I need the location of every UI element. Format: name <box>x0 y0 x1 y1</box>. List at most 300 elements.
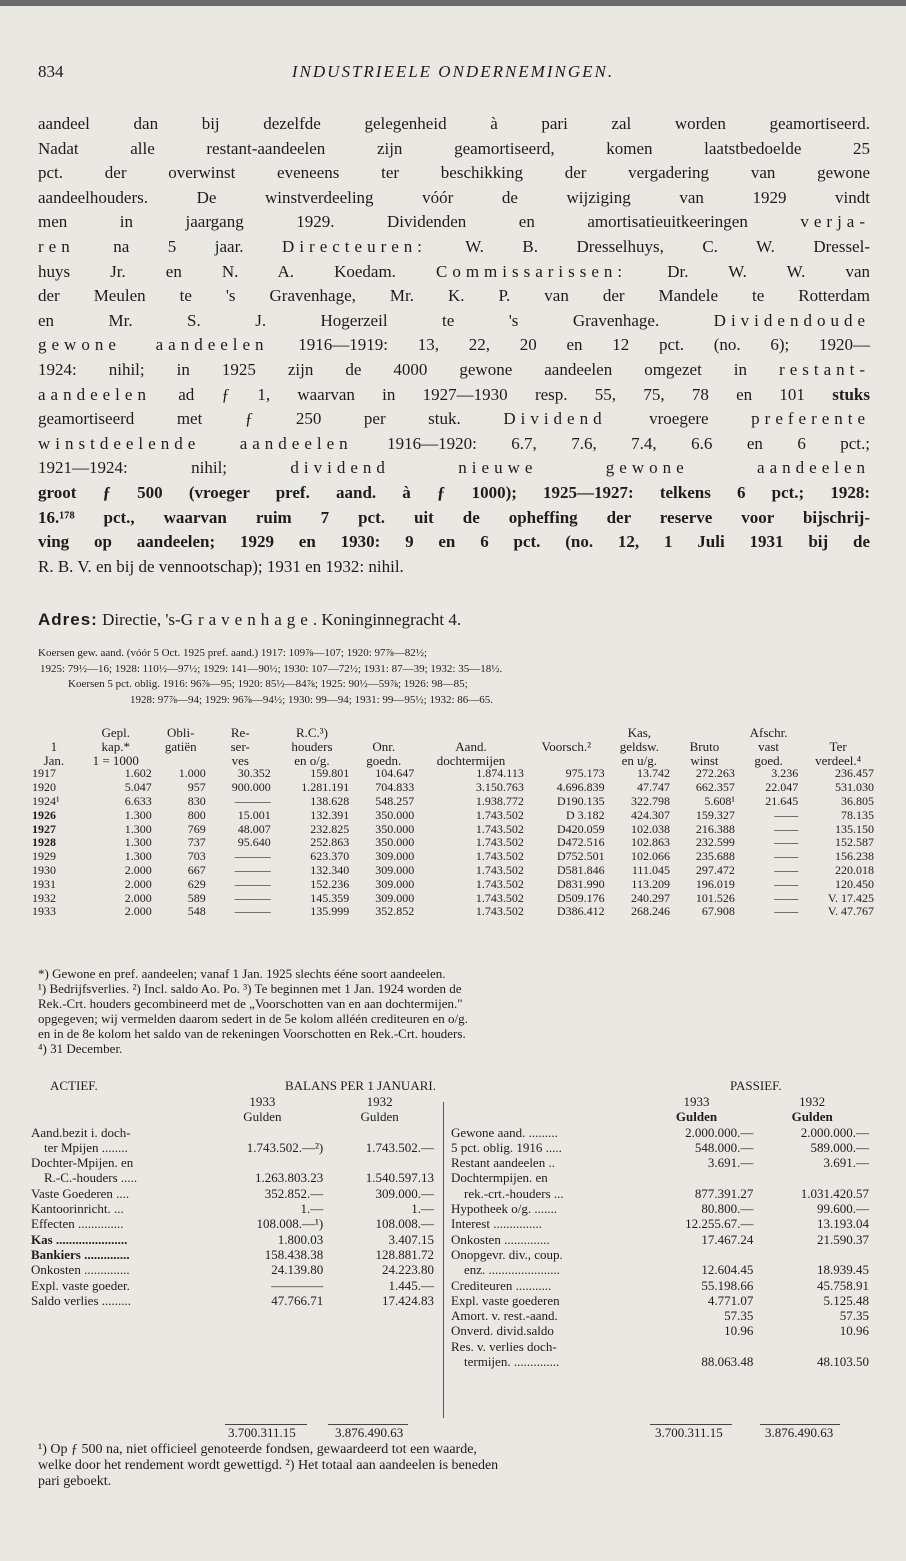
table-cell: 102.863 <box>630 835 670 850</box>
row-year: 1933 <box>32 904 56 919</box>
table-header-cell: Jan. <box>43 752 65 768</box>
balance-item-label: Dochter-Mpijen. en <box>31 1155 134 1171</box>
table-cell: 662.357 <box>695 780 735 795</box>
table-header-cell <box>154 754 208 768</box>
table-row <box>30 809 876 823</box>
balance-amount: 45.758.91 <box>817 1277 869 1293</box>
balance-row <box>450 1186 870 1201</box>
text-span: 16.¹⁷⁸ pct., waarvan ruim 7 pct. uit de opheffing der reserve voor bijschrij- <box>38 507 870 527</box>
table-row <box>30 878 876 892</box>
unit-label: Gulden <box>360 1109 399 1125</box>
page-edge <box>0 0 906 6</box>
row-year: 1932 <box>32 890 56 905</box>
table-header-cell: 1 <box>50 738 58 754</box>
text-span: 1916—1920: 6.7, 7.6, 7.4, 6.6 en 6 pct.; <box>387 433 871 453</box>
table-cell: D581.846 <box>557 862 605 877</box>
table-cell: 104.647 <box>375 766 415 781</box>
assets-label: ACTIEF. <box>50 1078 98 1093</box>
balance-item-label: Hypotheek o/g. ....... <box>451 1201 558 1217</box>
table-cell: 13.742 <box>636 766 670 781</box>
text-span: stuks <box>832 384 871 404</box>
table-header-cell: 1 = 1000 <box>92 752 139 768</box>
running-title: INDUSTRIEELE ONDERNEMINGEN. <box>291 62 615 81</box>
table-header-cell <box>30 726 78 740</box>
table-cell: ——— <box>234 849 271 864</box>
row-year: 1930 <box>32 862 56 877</box>
balance-row <box>30 1186 435 1201</box>
table-header-cell: Afschr. <box>749 725 788 740</box>
balance-amount: 1.031.420.57 <box>800 1185 869 1201</box>
balance-row <box>450 1354 870 1369</box>
text-line <box>38 456 870 481</box>
table-header-cell: Aand. <box>455 738 487 754</box>
table-cell: 704.833 <box>375 780 415 795</box>
text-line <box>38 112 870 137</box>
table-cell: 667 <box>187 862 206 877</box>
table-header-cell: Kas, <box>627 725 652 740</box>
balance-amount: 4.771.07 <box>707 1292 754 1308</box>
balance-item-label: Onkosten .............. <box>31 1262 130 1278</box>
assets-total-1933: 3.700.311.15 <box>228 1425 296 1440</box>
table-header-cell: Re- <box>230 725 250 740</box>
table-cell: 1.743.502 <box>475 904 524 919</box>
table-header-row <box>30 754 876 768</box>
text-line <box>38 260 870 285</box>
year-label: 1933 <box>683 1094 710 1109</box>
balance-amount: 877.391.27 <box>694 1185 754 1201</box>
text-span: Dr. W. W. van <box>667 261 870 281</box>
commissioners-label: Commissarissen: <box>435 261 628 281</box>
table-cell: 1.300 <box>124 849 152 864</box>
balance-item-label: Onverd. divid.saldo <box>451 1323 554 1339</box>
balance-amount: 3.691.— <box>823 1155 869 1171</box>
table-cell: 531.030 <box>835 780 874 795</box>
table-cell: 113.209 <box>631 876 670 891</box>
table-row <box>30 905 876 919</box>
spaced-text: Dividend <box>503 409 607 429</box>
text-line <box>38 284 870 309</box>
text-span: Nadat alle restant-aandeelen zijn geamortiseerd, komen laatstbedoelde 25 <box>38 138 870 158</box>
note-line: *) Gewone en pref. aandeelen; vanaf 1 Jan. 1925 slechts ééne soort aandeelen. <box>38 966 446 981</box>
balance-amount: 10.96 <box>839 1323 869 1339</box>
table-cell: 102.038 <box>630 821 670 836</box>
balance-item-label: enz. ...................... <box>464 1262 561 1278</box>
note-line: Rek.-Crt. houders gecombineerd met de „Voorschotten van en aan dochtermijen." <box>38 996 463 1011</box>
table-header-cell: R.C.³) <box>295 725 329 740</box>
balance-row <box>450 1140 870 1155</box>
liabilities-table-body <box>450 1094 870 1369</box>
balance-item-label: Gewone aand. ......... <box>451 1124 558 1140</box>
text-line <box>38 407 870 432</box>
table-cell: —— <box>774 849 799 864</box>
balance-row <box>450 1308 870 1323</box>
text-span: na 5 jaar. <box>113 236 244 256</box>
table-cell: 30.352 <box>237 766 271 781</box>
blank-cell <box>450 1094 639 1109</box>
balance-amount: 3.691.— <box>707 1155 754 1171</box>
table-cell: 297.472 <box>695 862 735 877</box>
table-row <box>30 781 876 795</box>
table-cell: —— <box>774 821 799 836</box>
table-cell: 236.457 <box>835 766 874 781</box>
footnote-line: pari geboekt. <box>38 1474 112 1489</box>
financial-table-body <box>30 726 876 919</box>
balance-amount: 1.263.803.23 <box>254 1170 324 1186</box>
table-cell: 152.236 <box>310 876 350 891</box>
table-row <box>30 836 876 850</box>
text-span: en Mr. S. J. Hogerzeil te 's Gravenhage. <box>38 310 660 330</box>
text-span: R. B. V. en bij de vennootschap); 1931 en 1932: nihil. <box>38 556 404 576</box>
spaced-text: verja- <box>800 212 871 232</box>
year-label: 1933 <box>249 1094 276 1109</box>
table-cell: ——— <box>234 862 271 877</box>
text-span: der Meulen te 's Gravenhage, Mr. K. P. van der Mandele te Rotterdam <box>38 286 870 306</box>
balance-item-label: Saldo verlies ......... <box>31 1292 132 1308</box>
liabilities-total-1932: 3.876.490.63 <box>765 1425 834 1440</box>
table-cell: 5.608¹ <box>704 793 735 808</box>
table-header-cell: Bruto <box>689 738 720 754</box>
table-cell: 2.000 <box>124 890 152 905</box>
table-header-cell <box>351 726 416 740</box>
table-cell: 120.450 <box>835 876 874 891</box>
table-cell: 159.327 <box>695 807 735 822</box>
table-cell: —— <box>774 876 799 891</box>
table-row <box>30 795 876 809</box>
balance-item-label: 5 pct. oblig. 1916 ..... <box>451 1139 562 1155</box>
table-cell: —— <box>774 904 799 919</box>
table-cell: 232.599 <box>695 835 735 850</box>
balance-amount <box>754 1170 870 1185</box>
table-cell: 1.000 <box>178 766 206 781</box>
text-line <box>38 235 870 260</box>
table-header-row <box>30 726 876 740</box>
liabilities-table <box>450 1094 870 1369</box>
table-header-row <box>30 740 876 754</box>
text-span: pct. der overwinst eveneens ter beschikking der vergadering van gewone <box>38 163 870 183</box>
balance-amount <box>754 1339 870 1354</box>
balance-item-label: Amort. v. rest.-aand. <box>451 1308 558 1324</box>
table-cell: 1.300 <box>124 807 152 822</box>
balance-row <box>30 1155 435 1170</box>
table-cell: 589 <box>187 890 206 905</box>
balance-amount: 10.96 <box>724 1323 754 1339</box>
balance-amount <box>639 1247 755 1262</box>
table-cell: 309.000 <box>375 849 415 864</box>
table-cell: 1.743.502 <box>475 821 524 836</box>
table-cell: 36.805 <box>841 793 874 808</box>
spaced-text: restant- <box>779 359 871 379</box>
note-line: opgegeven; wij vermelden daarom sedert in de 5e kolom alléén crediteuren en o/g. <box>38 1011 468 1026</box>
table-cell: 830 <box>187 793 206 808</box>
table-cell: 47.747 <box>636 780 670 795</box>
quote-line: 1925: 79½—16; 1928: 110½—97½; 1929: 141—90½; 1930: 107—72½; 1931: 87—39; 1932: 35—18½. <box>40 662 503 675</box>
balance-amount: 1.540.597.13 <box>365 1170 434 1186</box>
balance-amount <box>201 1125 325 1140</box>
table-cell: 350.000 <box>375 835 415 850</box>
balance-row <box>450 1170 870 1185</box>
table-header-cell: en u/g. <box>621 752 658 768</box>
balance-row <box>30 1140 435 1155</box>
table-header-cell: gatiën <box>164 738 197 754</box>
note-line: en in de 8e kolom het saldo van de rekeningen Voorschotten en Rek.-Crt. houders. <box>38 1026 466 1041</box>
table-header-cell <box>526 726 607 740</box>
spaced-text: dividend nieuwe gewone aandeelen <box>290 458 871 478</box>
price-quotes <box>38 646 868 708</box>
table-cell: 138.628 <box>310 793 350 808</box>
blank-cell <box>30 1109 201 1124</box>
balance-row <box>30 1125 435 1140</box>
balance-year-row <box>30 1094 435 1109</box>
table-header-cell: Obli- <box>167 725 195 740</box>
balance-amount: 13.193.04 <box>817 1216 869 1232</box>
table-cell: 623.370 <box>310 849 350 864</box>
balance-header <box>30 1078 870 1094</box>
balance-row <box>450 1232 870 1247</box>
table-cell: 1.743.502 <box>475 849 524 864</box>
table-cell: 322.798 <box>630 793 670 808</box>
balance-amount <box>639 1170 755 1185</box>
quote-line: Koersen gew. aand. (vóór 5 Oct. 1925 pref. aand.) 1917: 109⅞—107; 1920: 97⅞—82½; <box>38 647 428 659</box>
table-header-cell: goed. <box>754 752 783 768</box>
table-cell: 111.045 <box>631 862 670 877</box>
table-cell: 3.236 <box>771 766 799 781</box>
balance-item-label: Crediteuren ........... <box>451 1277 552 1293</box>
table-cell: 156.238 <box>835 849 874 864</box>
balance-amount: 309.000.— <box>375 1185 434 1201</box>
balance-sheet <box>30 1078 870 1428</box>
balance-amount <box>754 1247 870 1262</box>
balance-amount: 24.139.80 <box>271 1262 324 1278</box>
balance-amount: 2.000.000.— <box>685 1124 754 1140</box>
text-line <box>38 137 870 162</box>
text-span: 1916—1919: 13, 22, 20 en 12 pct. (no. 6); 1920— <box>298 335 870 355</box>
balance-row <box>30 1170 435 1185</box>
balance-row <box>450 1323 870 1338</box>
liabilities-total-1933: 3.700.311.15 <box>655 1425 723 1440</box>
balance-row <box>450 1216 870 1231</box>
balance-amount: 12.604.45 <box>701 1262 754 1278</box>
liabilities-label: PASSIEF. <box>730 1078 782 1093</box>
text-line <box>38 555 870 580</box>
balance-item-label: Kantoorinricht. ... <box>31 1201 124 1217</box>
text-span: aandeelhouders. De winstverdeeling vóór de wijziging van 1929 vindt <box>38 187 870 207</box>
table-cell: 309.000 <box>375 876 415 891</box>
table-cell: 6.633 <box>124 793 152 808</box>
table-header-cell: Ter <box>829 738 847 754</box>
table-row <box>30 892 876 906</box>
balance-row <box>30 1201 435 1216</box>
footnotes <box>38 1442 868 1490</box>
balance-title: BALANS PER 1 JANUARI. <box>285 1078 436 1093</box>
balance-item-label: rek.-crt.-houders ... <box>464 1185 564 1201</box>
row-year: 1924¹ <box>32 793 60 808</box>
address-text: Directie, 's- <box>102 610 181 629</box>
balance-row <box>30 1216 435 1231</box>
table-header-cell <box>416 726 526 740</box>
text-line <box>38 186 870 211</box>
table-notes <box>38 966 868 1056</box>
balance-item-label: ter Mpijen ........ <box>44 1139 128 1155</box>
table-cell: D472.516 <box>557 835 605 850</box>
balance-item-label: Expl. vaste goederen <box>451 1292 560 1308</box>
table-cell: 900.000 <box>231 780 271 795</box>
balance-amount: 548.000.— <box>694 1139 754 1155</box>
note-line: ⁴) 31 December. <box>38 1041 123 1056</box>
table-row <box>30 850 876 864</box>
balance-item-label: Expl. vaste goeder. <box>31 1277 130 1293</box>
table-cell: 1.602 <box>124 766 152 781</box>
balance-amount <box>324 1155 435 1170</box>
table-header-cell: ves <box>231 752 249 768</box>
table-cell: ——— <box>234 904 271 919</box>
financial-table <box>30 726 876 919</box>
balance-item-label: Kas ...................... <box>31 1231 128 1247</box>
table-header-cell: verdeel.⁴ <box>815 752 862 768</box>
text-span: men in jaargang 1929. Dividenden en amortisatieuitkeeringen <box>38 212 748 232</box>
table-cell: 957 <box>187 780 206 795</box>
table-cell: 196.019 <box>695 876 735 891</box>
balance-unit-row <box>450 1109 870 1124</box>
table-cell: 352.852 <box>375 904 415 919</box>
balance-row <box>30 1293 435 1308</box>
balance-item-label: Onkosten .............. <box>451 1231 550 1247</box>
balance-item-label: Interest ............... <box>451 1216 542 1232</box>
table-cell: D420.059 <box>557 821 605 836</box>
table-cell: 1.743.502 <box>475 835 524 850</box>
balance-item-label: Vaste Goederen .... <box>31 1185 130 1201</box>
table-header-cell: kap.* <box>101 738 131 754</box>
balance-amount: 88.063.48 <box>701 1354 754 1370</box>
balance-row <box>450 1155 870 1170</box>
balance-item-label: Onopgevr. div., coup. <box>451 1246 563 1262</box>
text-span: 1921—1924: nihil; <box>38 458 228 478</box>
balance-item-label: Res. v. verlies doch- <box>451 1338 557 1354</box>
table-header-cell: dochtermijen <box>436 752 506 768</box>
table-header-cell <box>672 726 737 740</box>
spaced-text: gewone aandeelen <box>38 335 269 355</box>
table-cell: 309.000 <box>375 890 415 905</box>
table-cell: 975.173 <box>565 766 605 781</box>
table-cell: 159.801 <box>310 766 350 781</box>
balance-amount: 99.600.— <box>817 1201 869 1217</box>
table-cell: 48.007 <box>237 821 271 836</box>
page-header <box>38 62 868 84</box>
table-cell: 548 <box>187 904 206 919</box>
spaced-text: ren <box>38 236 75 256</box>
table-row <box>30 864 876 878</box>
table-cell: 102.066 <box>630 849 670 864</box>
address-city: Gravenhage <box>180 610 313 629</box>
table-cell: D386.412 <box>557 904 605 919</box>
table-cell: 1.743.502 <box>475 807 524 822</box>
table-cell: 1.743.502 <box>475 890 524 905</box>
balance-amount <box>639 1339 755 1354</box>
balance-amount: 12.255.67.— <box>685 1216 754 1232</box>
table-cell: 1.743.502 <box>475 862 524 877</box>
balance-row <box>450 1293 870 1308</box>
text-span: ving op aandeelen; 1929 en 1930: 9 en 6 pct. (no. 12, 1 Juli 1931 bij de <box>38 532 870 552</box>
table-cell: 5.047 <box>124 780 152 795</box>
table-header-cell: en o/g. <box>294 752 330 768</box>
text-span: huys Jr. en N. A. Koedam. <box>38 261 396 281</box>
table-header-cell <box>800 726 876 740</box>
unit-label: Gulden <box>675 1109 718 1125</box>
balance-amount <box>324 1125 435 1140</box>
balance-amount: 128.881.72 <box>375 1246 434 1262</box>
table-cell: 132.391 <box>310 807 350 822</box>
table-cell: D509.176 <box>557 890 605 905</box>
table-header-cell: houders <box>291 738 333 754</box>
table-cell: 1.300 <box>124 835 152 850</box>
balance-amount: 1.— <box>411 1201 434 1217</box>
table-cell: ——— <box>234 890 271 905</box>
balance-item-label: Effecten .............. <box>31 1216 124 1232</box>
table-cell: 21.645 <box>765 793 799 808</box>
table-cell: 67.908 <box>701 904 735 919</box>
row-year: 1927 <box>32 821 56 836</box>
table-cell: ——— <box>234 876 271 891</box>
year-label: 1932 <box>799 1094 826 1109</box>
text-line <box>38 383 870 408</box>
table-cell: 737 <box>187 835 206 850</box>
address-label: Adres: <box>38 610 98 629</box>
balance-row <box>450 1278 870 1293</box>
table-cell: 424.307 <box>630 807 670 822</box>
text-span: vroegere <box>649 409 709 429</box>
balance-item-label: Dochtermpijen. en <box>451 1170 548 1186</box>
table-cell: 703 <box>187 849 206 864</box>
text-span: geamortiseerd met ƒ 250 per stuk. <box>38 409 461 429</box>
balance-row <box>30 1262 435 1277</box>
table-row <box>30 823 876 837</box>
balance-amount: 1.445.— <box>388 1277 434 1293</box>
text-line <box>38 161 870 186</box>
balance-amount: 57.35 <box>724 1308 754 1324</box>
table-header-cell: ser- <box>230 738 250 754</box>
balance-amount: 17.424.83 <box>382 1292 434 1308</box>
address-line <box>38 610 461 630</box>
row-year: 1928 <box>32 835 56 850</box>
table-header-cell: Voorsch.² <box>541 738 592 754</box>
balance-amount: 1.— <box>300 1201 324 1217</box>
balance-unit-row <box>30 1109 435 1124</box>
balance-amount: 158.438.38 <box>264 1246 324 1262</box>
balance-amount: 1.743.502.— <box>365 1139 434 1155</box>
row-year: 1926 <box>32 807 56 822</box>
assets-table <box>30 1094 435 1308</box>
balance-row <box>30 1232 435 1247</box>
blank-cell <box>30 1094 201 1109</box>
table-cell: 1.281.191 <box>301 780 350 795</box>
table-cell: 1.874.113 <box>476 766 524 781</box>
row-year: 1929 <box>32 849 56 864</box>
directors-label: Directeuren: <box>282 236 427 256</box>
text-line <box>38 358 870 383</box>
table-cell: 78.135 <box>841 807 874 822</box>
table-cell: D 3.182 <box>566 807 605 822</box>
table-cell: 235.688 <box>695 849 735 864</box>
balance-amount: 55.198.66 <box>701 1277 754 1293</box>
balance-amount: 57.35 <box>839 1308 869 1324</box>
spaced-text: aandeelen <box>38 384 151 404</box>
balance-amount: ———— <box>271 1277 324 1293</box>
table-header-cell: geldsw. <box>619 738 659 754</box>
table-cell: 152.587 <box>835 835 874 850</box>
table-cell: V. 47.767 <box>827 904 874 919</box>
table-cell: 1.300 <box>124 821 152 836</box>
balance-amount: 108.008.—¹) <box>256 1216 324 1232</box>
balance-amount: 108.008.— <box>375 1216 434 1232</box>
